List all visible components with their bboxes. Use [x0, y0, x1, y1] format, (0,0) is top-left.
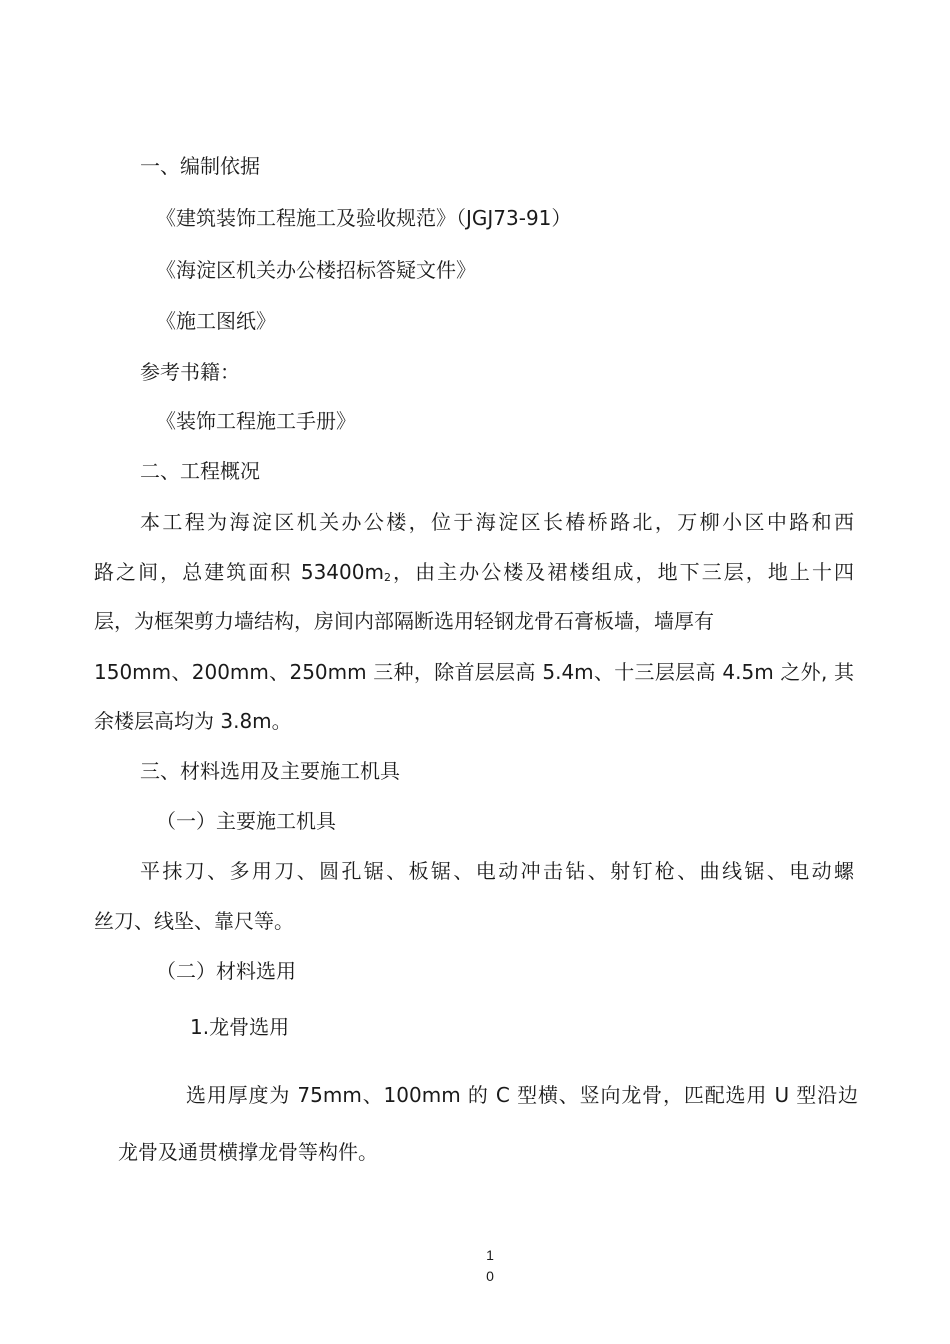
subheading-tools: （一）主要施工机具	[156, 809, 336, 833]
heading-materials-tools: 三、材料选用及主要施工机具	[140, 759, 400, 783]
overview-line-4: 150mm、200mm、250mm 三种，除首层层高 5.4m、十三层层高 4.5m 之外, 其	[94, 660, 854, 684]
overview-line-2	[94, 558, 854, 592]
area-superscript: 2	[383, 571, 391, 584]
tools-line-1: 平抹刀、多用刀、圆孔锯、板锯、电动冲击钻、射钉枪、曲线锯、电动螺	[140, 859, 854, 883]
reference-book: 《装饰工程施工手册》	[156, 409, 356, 433]
tools-line-2: 丝刀、线坠、靠尺等。	[94, 909, 294, 933]
page-number-line-2: 0	[486, 1268, 494, 1284]
heading-overview: 二、工程概况	[140, 459, 260, 483]
overview-line-1: 本工程为海淀区机关办公楼，位于海淀区长椿桥路北，万柳小区中路和西	[140, 510, 854, 534]
overview-line-2-rest: ，由主办公楼及裙楼组成，地下三层，地上十四	[390, 560, 855, 584]
reference-spec: 《建筑装饰工程施工及验收规范》（JGJ73-91）	[156, 206, 572, 230]
keel-line-1: 选用厚度为 75mm、100mm 的 C 型横、竖向龙骨，匹配选用 U 型沿边	[186, 1083, 858, 1107]
page-number-line-1: 1	[486, 1247, 494, 1263]
keel-line-2: 龙骨及通贯横撑龙骨等构件。	[118, 1140, 378, 1164]
reference-drawings: 《施工图纸》	[156, 309, 276, 333]
subheading-materials: （二）材料选用	[156, 959, 296, 983]
reference-qa-doc: 《海淀区机关办公楼招标答疑文件》	[156, 258, 476, 282]
item-keel-selection: 1.龙骨选用	[190, 1015, 290, 1039]
heading-basis: 一、编制依据	[140, 154, 260, 178]
overview-line-5: 余楼层高均为 3.8m。	[94, 709, 292, 733]
reference-books-label: 参考书籍：	[140, 360, 240, 384]
overview-area-text: 路之间，总建筑面积 53400m	[94, 560, 384, 584]
overview-line-3: 层，为框架剪力墙结构，房间内部隔断选用轻钢龙骨石膏板墙，墙厚有	[94, 609, 714, 633]
